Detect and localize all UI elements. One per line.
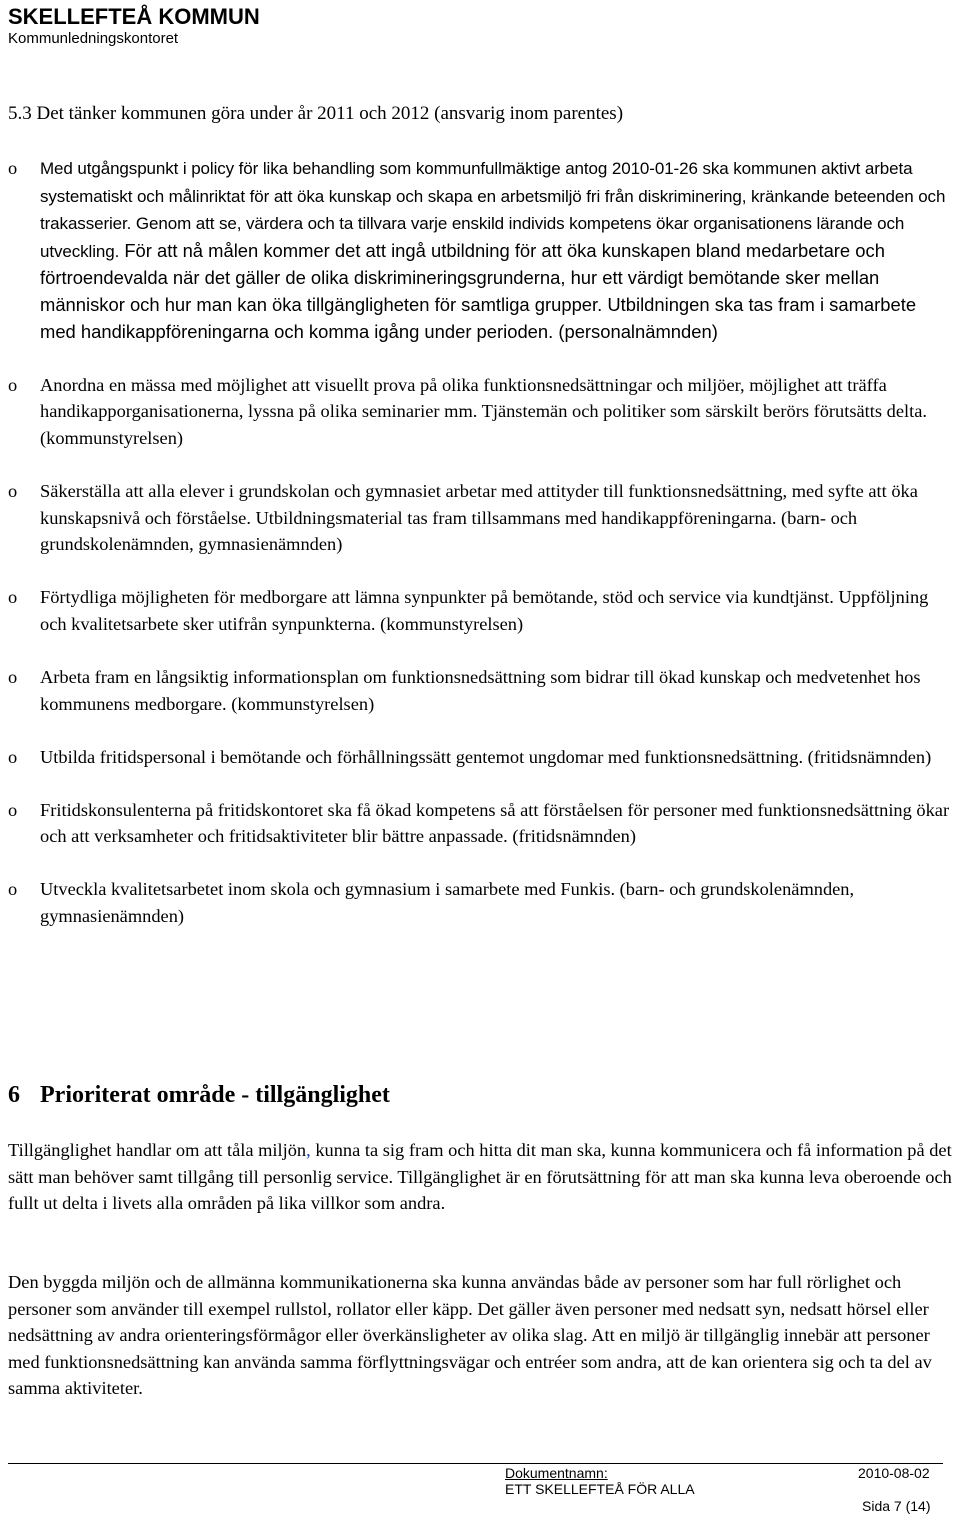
list-item xyxy=(8,797,953,850)
list-item xyxy=(8,584,953,637)
bullet-marker: o xyxy=(8,374,18,395)
footer-doc-label: Dokumentnamn: xyxy=(505,1465,608,1481)
bullet-marker: o xyxy=(8,879,18,900)
list-item-text: Säkerställa att alla elever i grundskolan och gymnasiet arbetar med attityder till funktionsnedsättning, med syfte att öka kunskapsnivå och förståelse. Utbildningsmaterial tas fram tillsammans med handikappföreningarna. (barn- och grundskolenämnden, gymnasienämnden) xyxy=(40,480,918,555)
section-title: Prioriterat område - tillgänglighet xyxy=(40,1082,390,1108)
paragraph-built-environment: Den byggda miljön och de allmänna kommunikationerna ska kunna användas både av personer som har full rörlighet och personer som använder till exempel rullstol, rollator eller käpp. Det gäller även personer med nedsatt syn, nedsatt hörsel eller nedsättning av andra orienteringsförmågor eller överkänsligheter av olika slag. Att en miljö är tillgänglig innebär att personer med funktionsnedsättning kan använda samma förflyttningsvägar och entréer som andra, att de kan orientera sig och ta del av samma aktiviteter. xyxy=(8,1272,932,1399)
action-list xyxy=(8,155,953,956)
footer-divider xyxy=(8,1463,943,1464)
list-item-text: Med utgångspunkt i policy för lika behandling som kommunfullmäktige antog 2010-01-26 ska kommunen aktivt arbeta systematiskt och målinriktat för att öka kunskap och skapa en arbetsmiljö fri från diskriminering, kränkande beteenden och trakasserier. Genom att se, värdera och ta tillvara varje enskild individs kompetens ökar organisationens lärande och utveckling. xyxy=(40,159,946,261)
list-item-text: Förtydliga möjligheten för medborgare att lämna synpunkter på bemötande, stöd och service via kundtjänst. Uppföljning och kvalitetsarbete sker utifrån synpunkterna. (kommunstyrelsen) xyxy=(40,587,929,634)
list-item-text: Anordna en mässa med möjlighet att visuellt prova på olika funktionsnedsättningar och miljöer, möjlighet att träffa handikapporganisationerna, lyssna på olika seminarier mm. Tjänstemän och politiker som särskilt berörs förutsätts delta. (kommunstyrelsen) xyxy=(40,374,927,448)
list-item-text: Utveckla kvalitetsarbetet inom skola och gymnasium i samarbete med Funkis. (barn- och grundskolenämnden, gymnasienämnden) xyxy=(40,879,855,926)
paragraph-text: Tillgänglighet handlar om att tåla miljön xyxy=(8,1140,307,1160)
list-item xyxy=(8,372,953,452)
list-item xyxy=(8,664,953,717)
list-item xyxy=(8,876,953,929)
section-6-heading xyxy=(8,1080,390,1110)
department-name: Kommunledningskontoret xyxy=(8,30,179,47)
footer-doc-name: ETT SKELLEFTEÅ FÖR ALLA xyxy=(505,1481,695,1497)
section-number: 6 xyxy=(8,1082,20,1108)
paragraph-comma: , xyxy=(306,1140,311,1160)
paragraph-text-continued: kunna ta sig fram och hitta dit man ska, kunna kommunicera och få information på det sätt man behöver samt tillgång till personlig service. Tillgänglighet är en förutsättning för att man ska kunna leva oberoende och fullt ut delta i livets alla områden på lika villkor som andra. xyxy=(8,1140,952,1214)
bullet-marker: o xyxy=(8,746,18,767)
bullet-marker: o xyxy=(8,480,18,501)
page-header xyxy=(8,4,260,48)
footer-page-number: Sida 7 (14) xyxy=(862,1498,931,1514)
section-5-3-heading xyxy=(8,101,623,127)
list-item xyxy=(8,478,953,558)
organization-name: SKELLEFTEÅ KOMMUN xyxy=(8,4,260,29)
footer-date: 2010-08-02 xyxy=(858,1465,930,1481)
section-number: 5.3 xyxy=(8,103,32,124)
list-item-text: Utbilda fritidspersonal i bemötande och förhållningssätt gentemot ungdomar med funktionsnedsättning. (fritidsnämnden) xyxy=(40,746,932,767)
bullet-marker: o xyxy=(8,587,18,608)
list-item-text: Arbeta fram en långsiktig informationsplan om funktionsnedsättning som bidrar till ökad kunskap och medvetenhet hos kommunens medborgare. (kommunstyrelsen) xyxy=(40,666,921,714)
section-title: Det tänker kommunen göra under år 2011 och 2012 (ansvarig inom parentes) xyxy=(31,103,624,124)
list-item xyxy=(8,155,953,345)
list-item-text-continued: För att nå målen kommer det att ingå utbildning för att öka kunskapen bland medarbetare och förtroendevalda när det gäller de olika diskrimineringsgrunderna, hur ett värdigt bemötande sker mellan människor och hur man kan öka tillgängligheten för samtliga grupper. Utbildningen ska tas fram i samarbete med handikappföreningarna och komma igång under perioden. (personalnämnden) xyxy=(40,239,917,342)
bullet-marker: o xyxy=(8,799,18,820)
bullet-marker: o xyxy=(8,666,18,687)
bullet-marker: o xyxy=(8,158,18,178)
list-item-text: Fritidskonsulenterna på fritidskontoret ska få ökad kompetens så att förståelsen för personer med funktionsnedsättning ökar och att verksamheter och fritidsaktiviteter blir bättre anpassade. (fritidsnämnden) xyxy=(40,799,950,847)
list-item xyxy=(8,744,953,771)
paragraph-accessibility-definition xyxy=(8,1137,953,1217)
